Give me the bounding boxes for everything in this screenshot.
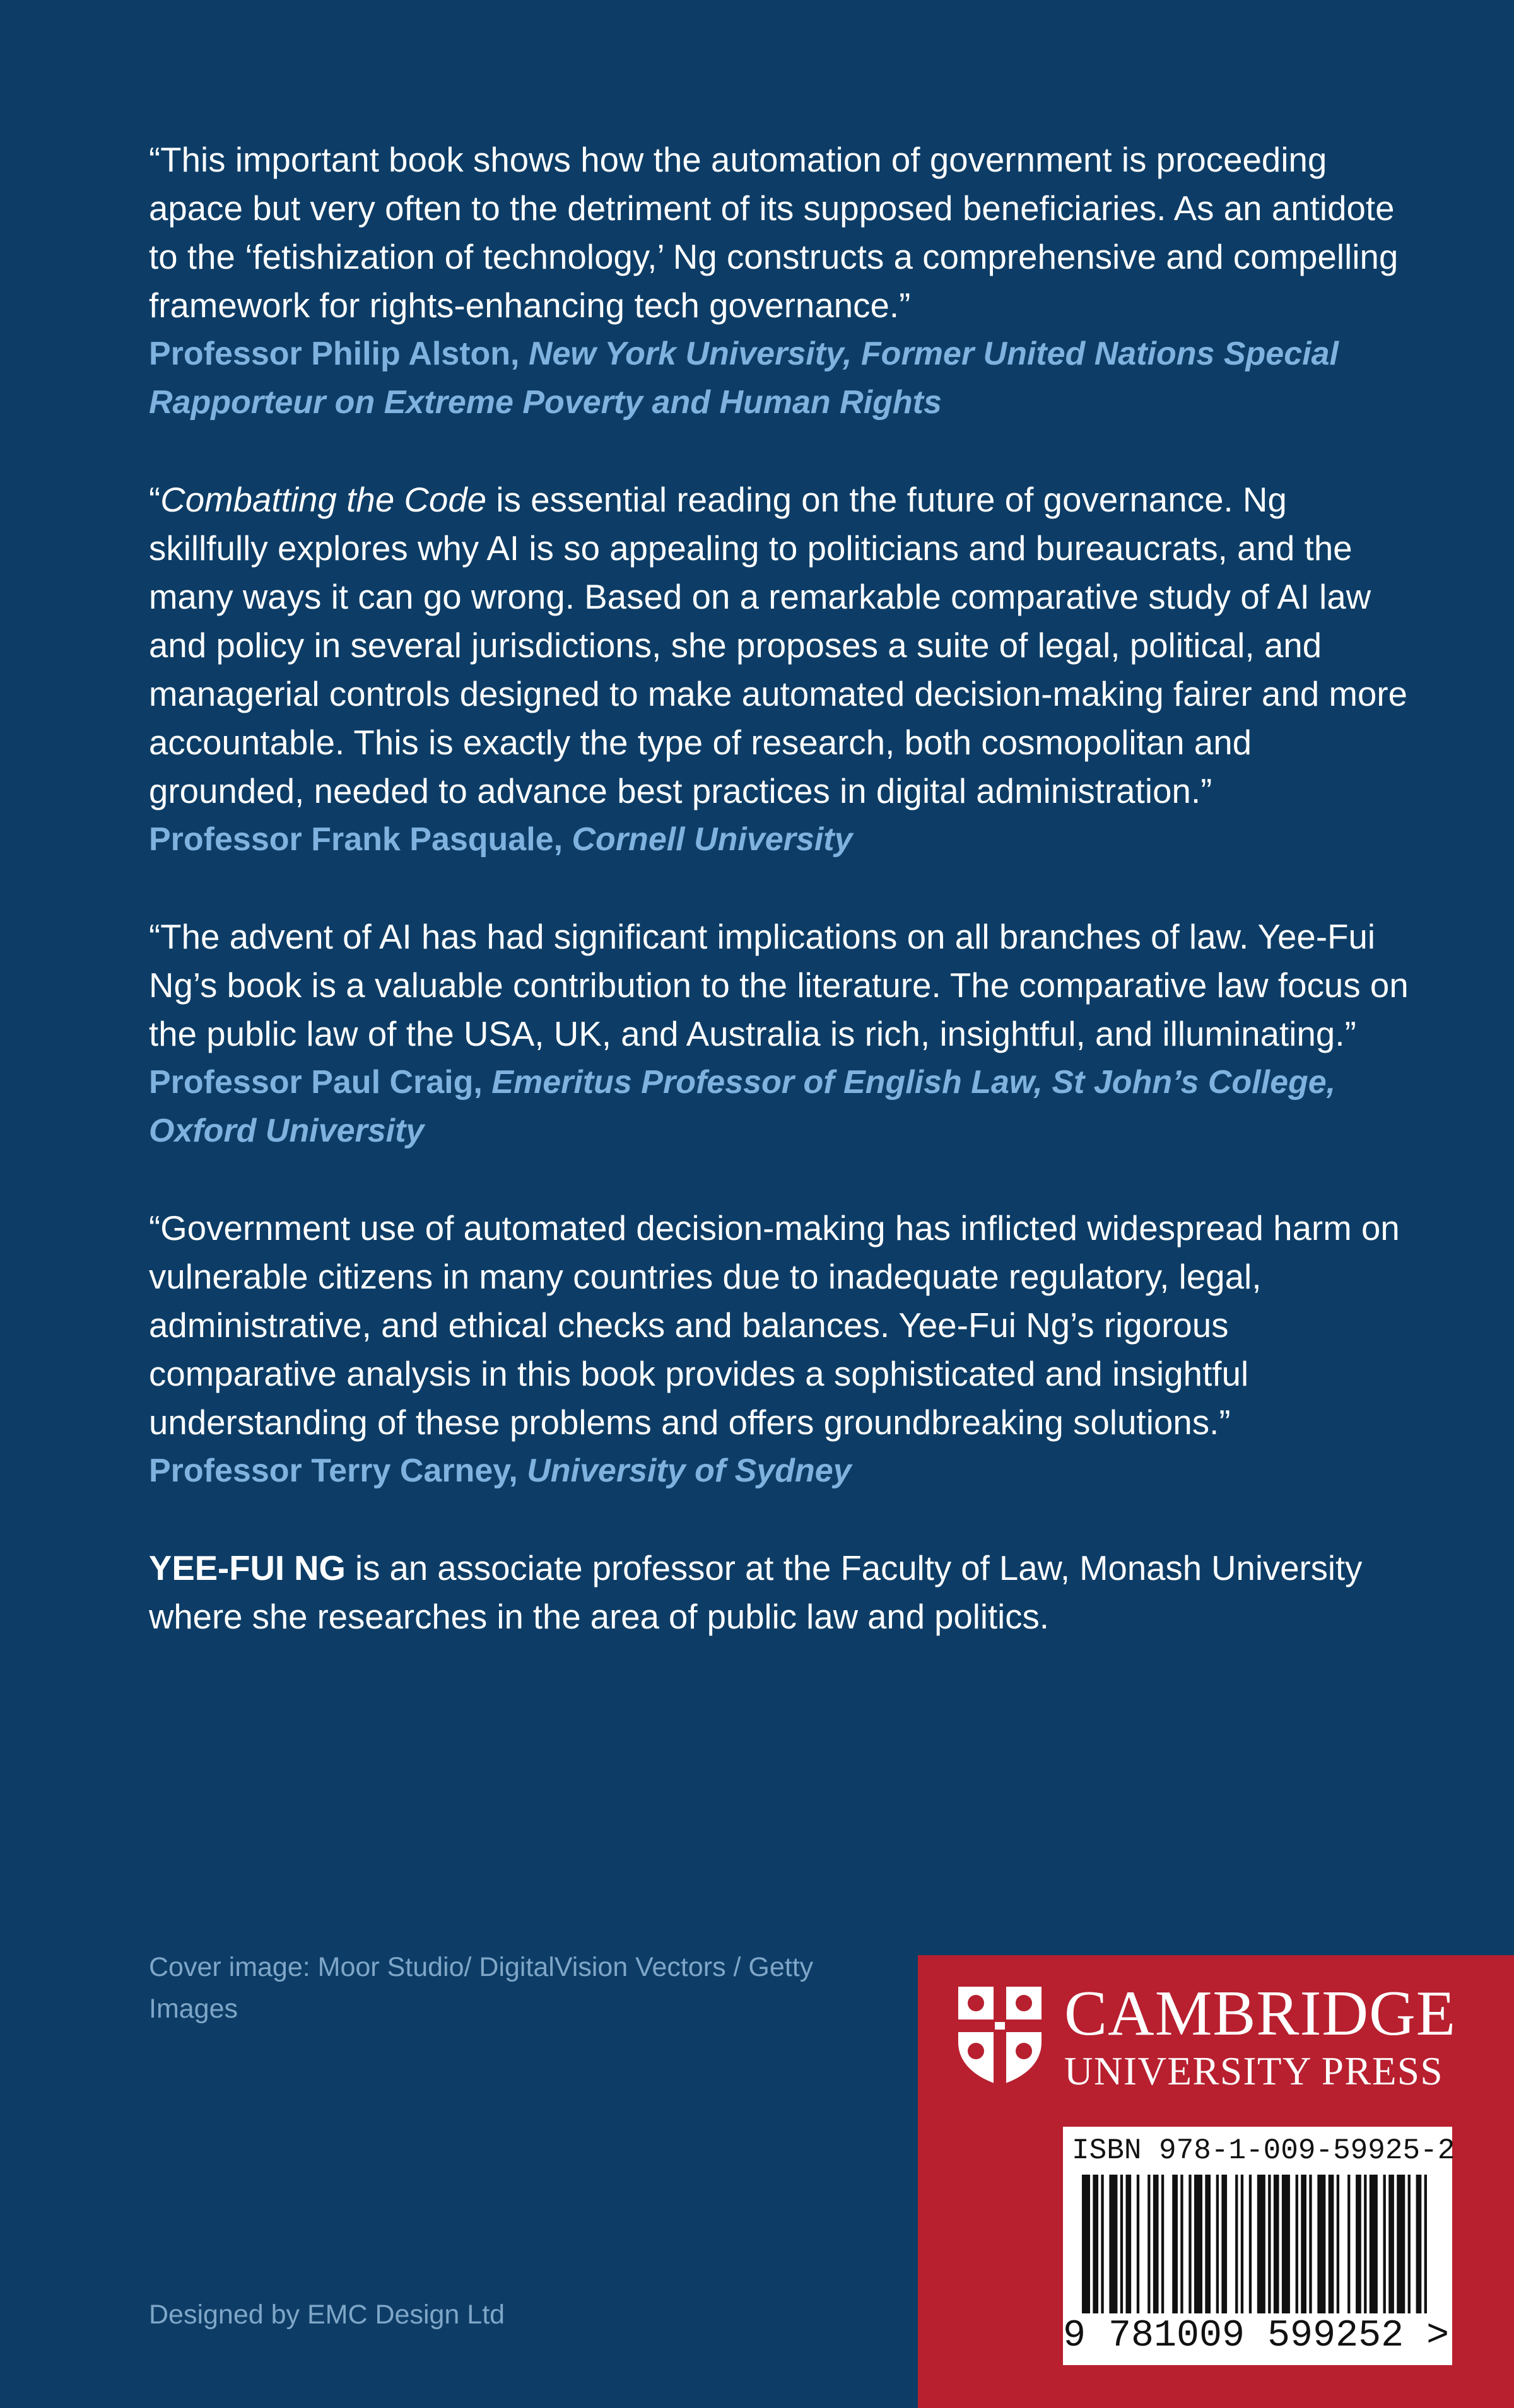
barcode-bar [1317, 2175, 1325, 2313]
publisher-name [1064, 1979, 1456, 2094]
barcode-bar [1257, 2175, 1265, 2313]
barcode-bar [1172, 2175, 1178, 2313]
barcode-bar [1370, 2175, 1378, 2313]
barcode-bar [1205, 2175, 1211, 2313]
barcode-bar [1282, 2175, 1290, 2313]
quote-author: Professor Terry Carney, [149, 1452, 518, 1489]
author-bio-text: is an associate professor at the Faculty of Law, Monash University where she researches in the area of public law and politics. [149, 1549, 1363, 1636]
designer-credit: Designed by EMC Design Ltd [149, 2300, 505, 2330]
barcode-bar [1101, 2175, 1103, 2313]
barcode-bar [1082, 2175, 1090, 2313]
quote-text: “This important book shows how the automation of government is proceeding apace but very often to the detriment of its supposed beneficiaries. As an antidote to the ‘fetishization of technology,’ Ng constructs a comprehensive and compelling framework for rights-enhancing tech governance.” [149, 141, 1399, 325]
barcode-bar [1274, 2175, 1279, 2313]
barcode-bar [1296, 2175, 1298, 2313]
author-name: YEE-FUI NG [149, 1549, 346, 1587]
university-shield-icon [956, 1984, 1044, 2086]
barcode-bar [1249, 2175, 1252, 2313]
quote-attribution [149, 1447, 1411, 1495]
barcode-bar [1397, 2175, 1405, 2313]
cover-image-credit: Cover image: Moor Studio/ DigitalVision Vectors / Getty Images [149, 1952, 814, 2024]
publisher-name-line1: CAMBRIDGE [1064, 1978, 1457, 2049]
quote-affiliation: Emeritus Professor of English Law, St John’s College, Oxford University [149, 1064, 1336, 1149]
barcode-bar [1364, 2175, 1366, 2313]
quote-block-alston [149, 136, 1411, 427]
barcode-bar [1383, 2175, 1386, 2313]
publisher-name-line2: UNIVERSITY PRESS [1064, 2049, 1443, 2093]
barcode-bar [1147, 2175, 1150, 2313]
quote-block-craig [149, 913, 1411, 1155]
isbn-label: ISBN 978-1-009-59925-2 [1072, 2134, 1455, 2167]
quote-attribution [149, 815, 1411, 864]
quote-open-mark: “ [149, 481, 161, 519]
barcode-bar [1109, 2175, 1117, 2313]
quote-affiliation: New York University, Former United Nations Special Rapporteur on Extreme Poverty and Human Rights [149, 336, 1339, 421]
barcode-bar [1120, 2175, 1123, 2313]
barcode-bar [1153, 2175, 1159, 2313]
barcode-bar [1137, 2175, 1139, 2313]
barcode-bar [1161, 2175, 1164, 2313]
barcode-bar [1194, 2175, 1202, 2313]
barcode-bar [1424, 2175, 1427, 2313]
barcode-bar [1216, 2175, 1219, 2313]
quote-attribution [149, 1058, 1411, 1155]
barcode-bar [1347, 2175, 1350, 2313]
barcode-bar [1408, 2175, 1411, 2313]
barcode-bar [1241, 2175, 1243, 2313]
barcode-bar [1309, 2175, 1312, 2313]
barcode-bar [1188, 2175, 1191, 2313]
barcode-bar [1416, 2175, 1422, 2313]
barcode-bar [1125, 2175, 1131, 2313]
quote-block-pasquale [149, 476, 1411, 864]
quote-affiliation: Cornell University [572, 821, 853, 858]
barcode-bar [1235, 2175, 1238, 2313]
isbn-barcode [1063, 2127, 1455, 2365]
book-title: Combatting the Code [160, 481, 487, 519]
publisher-panel [918, 1955, 1514, 2408]
barcode-bars [1082, 2175, 1435, 2313]
quote-author: Professor Philip Alston, [149, 336, 520, 372]
barcode-bar [1329, 2175, 1334, 2313]
quote-author: Professor Paul Craig, [149, 1064, 483, 1101]
barcode-bar [1268, 2175, 1270, 2313]
barcode-bar [1388, 2175, 1394, 2313]
quote-attribution [149, 330, 1411, 427]
quote-text: “The advent of AI has had significant implications on all branches of law. Yee-Fui Ng’s book is a valuable contribution to the literature. The comparative law focus on the public law of the USA, UK, and Australia is rich, insightful, and illuminating.” [149, 918, 1409, 1053]
quote-text [149, 476, 1411, 815]
author-bio [149, 1544, 1411, 1641]
barcode-bar [1180, 2175, 1183, 2313]
quote-affiliation: University of Sydney [527, 1452, 852, 1489]
quote-body: is essential reading on the future of governance. Ng skillfully explores why AI is so appealing to politicians and bureaucrats, and the many ways it can go wrong. Based on a remarkable comparative study of AI law and policy in several jurisdictions, she proposes a suite of legal, political, and managerial controls designed to make automated decision-making fairer and more accountable. This is exactly the type of research, both cosmopolitan and grounded, needed to advance best practices in digital administration.” [149, 481, 1408, 810]
barcode-bar [1337, 2175, 1339, 2313]
quote-author: Professor Frank Pasquale, [149, 821, 563, 858]
barcode-bar [1301, 2175, 1306, 2313]
barcode-bar [1356, 2175, 1361, 2313]
quote-text: “Government use of automated decision-making has inflicted widespread harm on vulnerable citizens in many countries due to inadequate regulatory, legal, administrative, and ethical checks and balances. Yee-Fui Ng’s rigorous comparative analysis in this book provides a sophisticated and insightful understanding of these problems and offers groundbreaking solutions.” [149, 1209, 1400, 1442]
barcode-digits: 9 781009 599252 > [1063, 2315, 1450, 2358]
barcode-bar [1221, 2175, 1227, 2313]
quote-block-carney [149, 1204, 1411, 1495]
blurb-content [149, 136, 1411, 1641]
barcode-bar [1093, 2175, 1098, 2313]
